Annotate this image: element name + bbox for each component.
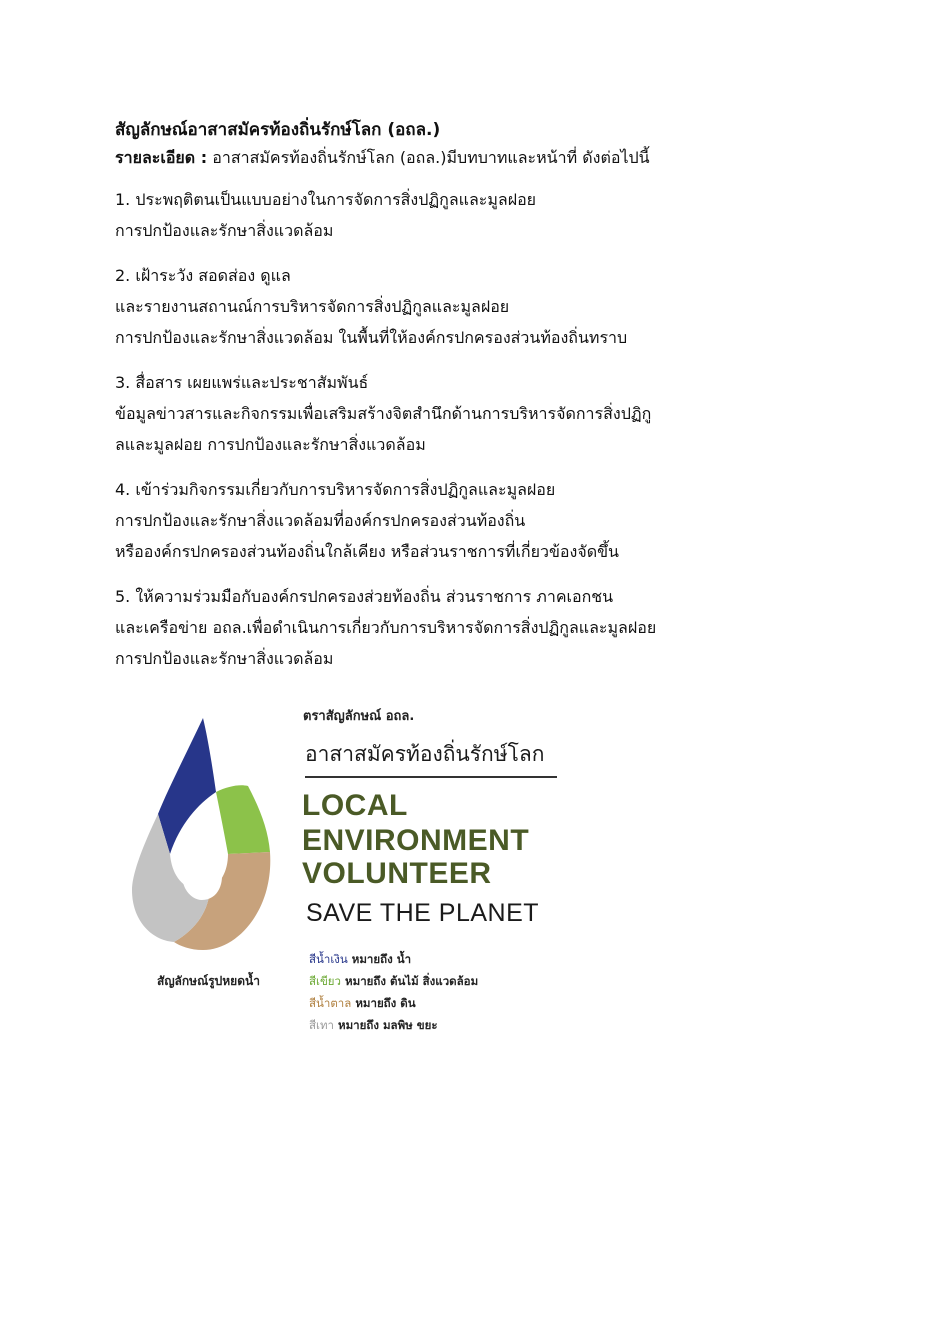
logo-english-line-1: LOCAL bbox=[302, 789, 408, 822]
list-item-2 bbox=[115, 260, 835, 353]
list-item-line: การปกป้องและรักษาสิ่งแวดล้อม bbox=[115, 649, 334, 668]
logo-english-line-2: ENVIRONMENT bbox=[302, 824, 530, 857]
list-item-line: 1. ประพฤติตนเป็นแบบอย่างในการจัดการสิ่งปฏิกูลและมูลฝอย bbox=[115, 190, 537, 209]
legend-color-word: สีน้ำเงิน bbox=[309, 952, 348, 966]
list-item-line: 4. เข้าร่วมกิจกรรมเกี่ยวกับการบริหารจัดการสิ่งปฏิกูลและมูลฝอย bbox=[115, 480, 556, 499]
drop-blue-segment bbox=[158, 718, 216, 854]
document-heading: สัญลักษณ์อาสาสมัครท้องถิ่นรักษ์โลก (อถล.) bbox=[115, 120, 441, 140]
legend-row-brown bbox=[309, 992, 478, 1014]
logo-english-line-3: VOLUNTEER bbox=[302, 857, 492, 890]
color-legend bbox=[309, 948, 478, 1036]
logo-divider bbox=[305, 776, 557, 778]
logo-small-title: ตราสัญลักษณ์ อถล. bbox=[303, 709, 415, 724]
logo-slogan: SAVE THE PLANET bbox=[306, 899, 540, 927]
description bbox=[115, 146, 835, 170]
list-item-line: หรือองค์กรปกครองส่วนท้องถิ่นใกล้เคียง หรือส่วนราชการที่เกี่ยวข้องจัดขึ้น bbox=[115, 542, 619, 561]
description-label: รายละเอียด : bbox=[115, 148, 208, 167]
legend-color-word: สีเทา bbox=[309, 1018, 334, 1032]
list-item-line: 2. เฝ้าระวัง สอดส่อง ดูแล bbox=[115, 266, 291, 285]
document-body bbox=[115, 118, 835, 674]
drop-green-segment bbox=[216, 785, 270, 854]
list-item-line: 3. สื่อสาร เผยแพร่และประชาสัมพันธ์ bbox=[115, 373, 369, 392]
list-item-line: และเครือข่าย อถล.เพื่อดำเนินการเกี่ยวกับการบริหารจัดการสิ่งปฏิกูลและมูลฝอย bbox=[115, 618, 657, 637]
list-item-3 bbox=[115, 367, 835, 460]
description-text: อาสาสมัครท้องถิ่นรักษ์โลก (อถล.)มีบทบาทและหน้าที่ ดังต่อไปนี้ bbox=[212, 148, 650, 167]
water-drop-logo-icon bbox=[128, 714, 278, 954]
legend-color-word: สีเขียว bbox=[309, 974, 342, 988]
drop-caption: สัญลักษณ์รูปหยดน้ำ bbox=[157, 974, 260, 988]
logo-figure bbox=[125, 700, 595, 1040]
legend-meaning: หมายถึง น้ำ bbox=[351, 952, 412, 966]
logo-thai-name: อาสาสมัครท้องถิ่นรักษ์โลก bbox=[305, 742, 545, 766]
legend-meaning: หมายถึง มลพิษ ขยะ bbox=[338, 1018, 438, 1032]
list-item-line: การปกป้องและรักษาสิ่งแวดล้อมที่องค์กรปกครองส่วนท้องถิ่น bbox=[115, 511, 526, 530]
list-item-line: และรายงานสถานณ์การบริหารจัดการสิ่งปฏิกูลและมูลฝอย bbox=[115, 297, 510, 316]
legend-row-blue bbox=[309, 948, 478, 970]
list-item-line: ลและมูลฝอย การปกป้องและรักษาสิ่งแวดล้อม bbox=[115, 435, 426, 454]
legend-meaning: หมายถึง ต้นไม้ สิ่งแวดล้อม bbox=[345, 974, 479, 988]
list-item-4 bbox=[115, 474, 835, 567]
list-item-line: 5. ให้ความร่วมมือกับองค์กรปกครองส่วยท้องถิ่น ส่วนราชการ ภาคเอกชน bbox=[115, 587, 614, 606]
list-item-line: การปกป้องและรักษาสิ่งแวดล้อม bbox=[115, 221, 334, 240]
legend-row-green bbox=[309, 970, 478, 992]
list-item-line: ข้อมูลข่าวสารและกิจกรรมเพื่อเสริมสร้างจิตสำนึกด้านการบริหารจัดการสิ่งปฏิกู bbox=[115, 404, 652, 423]
drop-inner-highlight bbox=[182, 826, 222, 900]
legend-meaning: หมายถึง ดิน bbox=[355, 996, 416, 1010]
legend-color-word: สีน้ำตาล bbox=[309, 996, 352, 1010]
list-item-line: การปกป้องและรักษาสิ่งแวดล้อม ในพื้นที่ให้องค์กรปกครองส่วนท้องถิ่นทราบ bbox=[115, 328, 628, 347]
list-item-5 bbox=[115, 581, 835, 674]
legend-row-gray bbox=[309, 1014, 478, 1036]
list-item-1 bbox=[115, 184, 835, 246]
